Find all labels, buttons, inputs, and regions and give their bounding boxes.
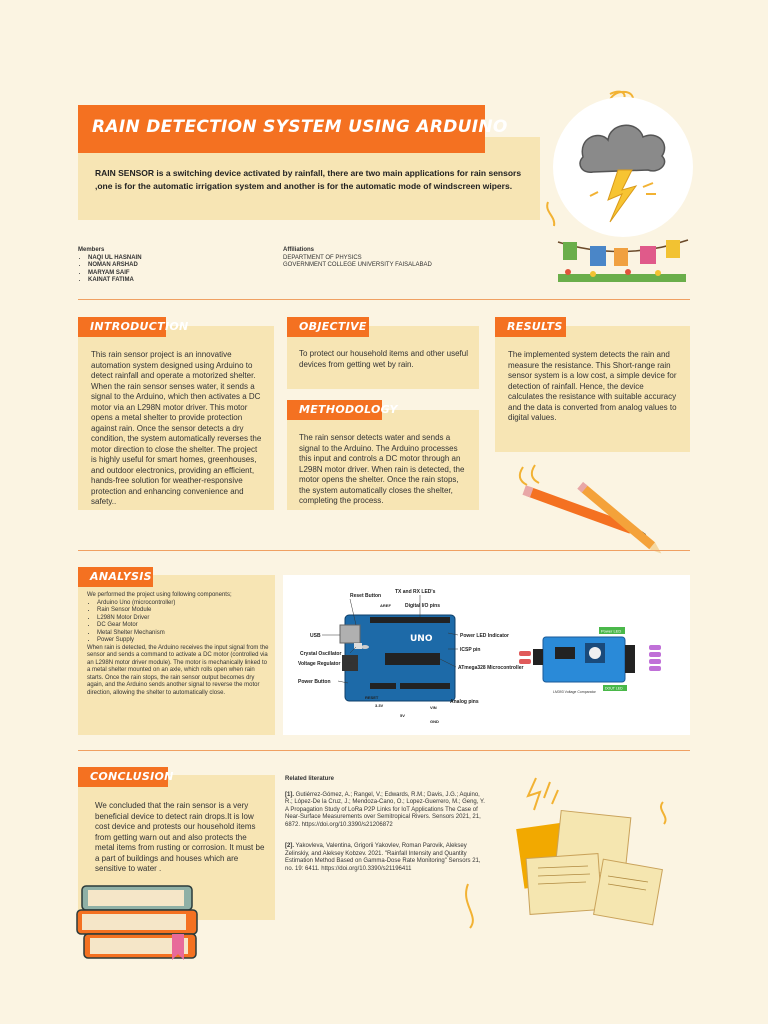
rain-sensor-module-diagram bbox=[515, 625, 665, 705]
intro-text: RAIN SENSOR is a switching device activated by rainfall, there are two main applications for rain sensors ,one is for the automatic irrigation system and another is for the automatic mode of windscreen wipers. bbox=[95, 168, 522, 191]
members-block bbox=[78, 247, 258, 285]
methodology-text: The rain sensor detects water and sends a signal to the Arduino. The Arduino processes this input and controls a DC motor through an L298N motor driver. When rain is detected, the motor opens the shelter. Once the rain stops, the system automatically closes the shelter, completing the process. bbox=[299, 433, 465, 505]
reference-2-text: Yakovleva, Valentina, Grigorii Yakovlev, Roman Parovik, Aleksey Zelinskiy, and Aleksey Kobzev. 2021. "Rainfall Intensity and Quantity Estimation Method Based on Gamma-Dose Rate Monitoring" Sensors 21, no. 19: 6411. https://doi.org/10.3390/s21196411 bbox=[285, 843, 481, 872]
introduction-label: INTRODUCTION bbox=[78, 317, 166, 337]
literature-heading: Related literature bbox=[285, 776, 335, 782]
affiliations-block bbox=[283, 247, 503, 270]
affiliation-line: GOVERNMENT COLLEGE UNIVERSITY FAISALABAD bbox=[283, 262, 432, 268]
vin-label: VIN bbox=[430, 705, 437, 710]
power-button-label: Power Button bbox=[298, 679, 331, 685]
reference-1-text: Gutiérrez-Gómez, A.; Rangel, V.; Edwards, R.M.; Davis, J.G.; Aquino, R.; López-De la Cruz, J.; Mendoza-Cano, O.; Lopez-Guerrero, M.; Geng, Y. A Propagation Study of LoRa P2P Links for IoT Applications The Case of Near-Surface Measurements over Semitropical Rivers. Sensors 2021, 21, 6872. https://doi.org/10.3390/s21206872 bbox=[285, 791, 485, 828]
component-item: • DC Gear Motor bbox=[97, 622, 270, 630]
conclusion-label: CONCLUSION bbox=[78, 767, 168, 787]
analysis-text: When rain is detected, the Arduino receives the input signal from the sensor and sends a command to activate a DC motor (controlled via an L298N motor driver module). The motor is mechanically linked to a metal shelter mounted on an axle, which rolls open when rain starts. Once the rain stops, the rain sensor output becomes dry again, and the Arduino sends another signal to reverse the motor direction, allowing the shelter to automatically close. bbox=[87, 644, 269, 696]
analysis-content bbox=[87, 592, 270, 697]
results-label: RESULTS bbox=[495, 317, 566, 337]
usb-label: USB bbox=[310, 633, 321, 639]
rain-cloud-illustration bbox=[548, 82, 698, 297]
analysis-label: ANALYSIS bbox=[78, 567, 153, 587]
member-name: • NOMAN ARSHAD bbox=[88, 262, 258, 270]
component-item: • Power Supply bbox=[97, 637, 270, 645]
analysis-intro: We performed the project using following components; bbox=[87, 592, 232, 598]
reset-button-label: Reset Button bbox=[350, 593, 382, 599]
power-led-label: Power LED Indicator bbox=[460, 633, 509, 639]
reference-2 bbox=[285, 843, 485, 873]
page-title-text: RAIN DETECTION SYSTEM USING ARDUINO bbox=[92, 117, 508, 137]
gnd-label: GND bbox=[430, 719, 439, 724]
members-heading: Members bbox=[78, 247, 105, 253]
pencils-illustration bbox=[505, 455, 675, 545]
analog-pins-label: Analog pins bbox=[450, 699, 479, 705]
aref-label: AREF bbox=[380, 603, 391, 608]
affiliations-heading: Affiliations bbox=[283, 247, 314, 253]
sticky-notes-illustration bbox=[458, 776, 678, 936]
related-literature bbox=[285, 776, 485, 873]
member-name: • KAINAT FATIMA bbox=[88, 277, 258, 285]
voltage-regulator-label: Voltage Regulator bbox=[298, 661, 341, 667]
reference-1-number: [1]. bbox=[285, 791, 294, 798]
member-name: • NAQI UL HASNAIN bbox=[88, 255, 258, 263]
component-item: • Metal Shelter Mechanism bbox=[97, 630, 270, 638]
icsp-label: ICSP pin bbox=[460, 647, 481, 653]
v5-label: 5V bbox=[400, 713, 405, 718]
objective-text: To protect our household items and other useful devices from getting wet by rain. bbox=[299, 349, 468, 369]
results-text: The implemented system detects the rain and measure the resistance. This Short-range rain sensor system is a low cost, a simple device for detection of rainfall. Hence, the device calculates the resistance with suitable accuracy and the data is converted from analog values to digital values. bbox=[508, 350, 677, 422]
divider bbox=[78, 550, 690, 551]
member-name: • MARYAM SAIF bbox=[88, 270, 258, 278]
affiliation-line: DEPARTMENT OF PHYSICS bbox=[283, 254, 362, 261]
divider bbox=[78, 750, 690, 751]
reference-1 bbox=[285, 792, 485, 830]
dout-led-label: DOUT LED bbox=[605, 686, 623, 691]
atmega-label: ATmega328 Microcontroller bbox=[458, 665, 524, 671]
methodology-label: METHODOLOGY bbox=[287, 400, 382, 420]
v33-label: 3.3V bbox=[375, 703, 384, 708]
tx-rx-label: TX and RX LED's bbox=[395, 589, 436, 595]
reference-2-number: [2]. bbox=[285, 843, 294, 849]
books-illustration bbox=[72, 878, 222, 968]
uno-text: UNO bbox=[410, 634, 433, 644]
arduino-board-diagram bbox=[290, 585, 524, 733]
reset-label: RESET bbox=[365, 695, 379, 700]
sensor-power-led-label: Power LED bbox=[601, 628, 622, 634]
conclusion-text: We concluded that the rain sensor is a very beneficial device to detect rain drops.It is low cost device and protests our household items from getting warn out and also protects the metal items from rusting or corrosion. It must be a part of buildings and houses which are sensitive to water . bbox=[95, 801, 265, 873]
lm393-label: LM393 Voltage Comparator bbox=[553, 690, 596, 694]
component-item: • L298N Motor Driver bbox=[97, 615, 270, 623]
introduction-text: This rain sensor project is an innovative automation system designed using Arduino to detect rainfall and operate a motorized shelter. When the rain sensor senses water, it sends a signal to the Arduino, which then activates a DC motor via an L298N motor driver. This motor opens a metal shelter to provide protection against rain. Once the sensor detects a dry condition, the system automatically reverses the motor direction to close the shelter. The project is highly useful for smart homes, greenhouses, and outdoor electronics, providing an efficient, hands-free solution for weather-responsive protection and enhancing convenience and safety.. bbox=[91, 350, 262, 506]
divider bbox=[78, 299, 690, 300]
objective-label: OBJECTIVE bbox=[287, 317, 369, 337]
component-item: • Rain Sensor Module bbox=[97, 607, 270, 615]
component-item: • Arduino Uno (microcontroller) bbox=[97, 600, 270, 608]
crystal-label: Crystal Oscillator bbox=[300, 651, 342, 657]
digital-io-label: Digital I/O pins bbox=[405, 603, 441, 609]
